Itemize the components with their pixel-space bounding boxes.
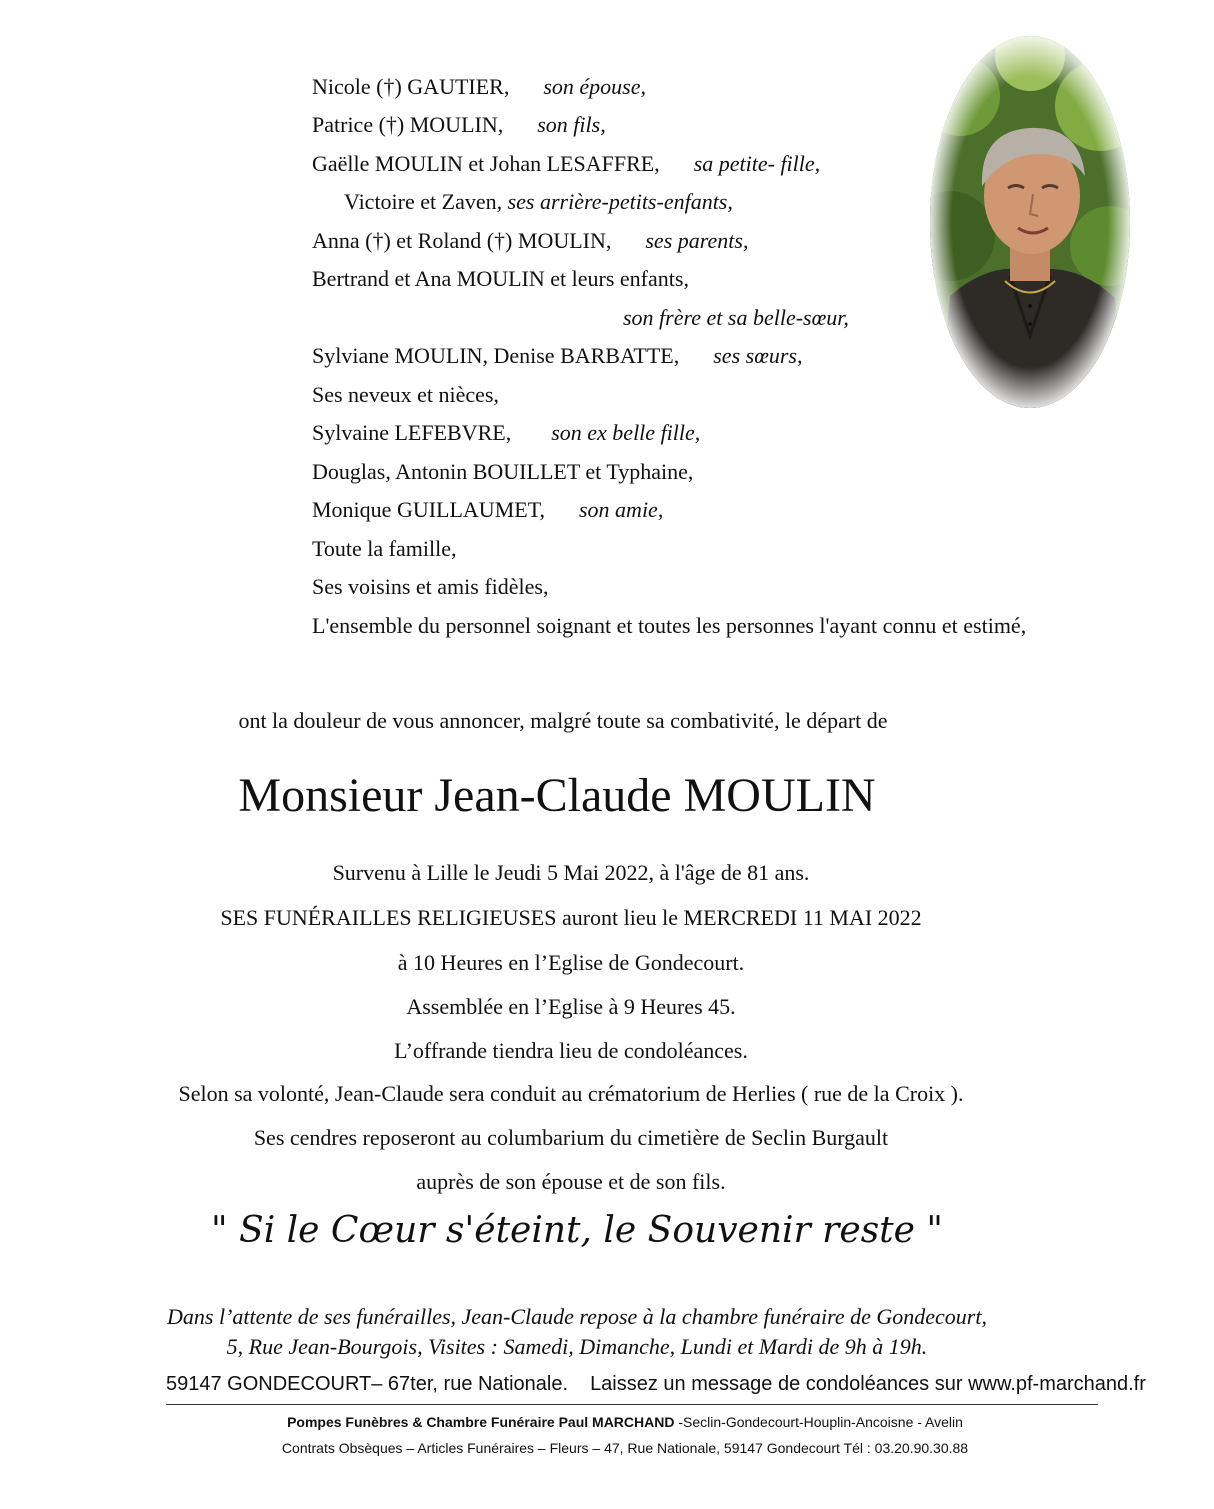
announcement: ont la douleur de vous annoncer, malgré toute sa combativité, le départ de <box>238 708 888 733</box>
company-locations: -Seclin-Gondecourt-Houplin-Ancoisne - Avelin <box>674 1414 963 1430</box>
family-name: Toute la famille, <box>312 536 457 561</box>
family-line <box>312 382 499 408</box>
family-relation: sa petite- fille, <box>693 151 821 176</box>
family-name: Sylviane MOULIN, Denise BARBATTE, <box>312 343 680 368</box>
footer-divider <box>166 1404 1098 1405</box>
family-name: Patrice (†) MOULIN, <box>312 112 504 137</box>
family-name: Victoire et Zaven <box>344 189 497 214</box>
family-name: Ses neveux et nièces, <box>312 382 499 407</box>
portrait-photo <box>930 36 1130 408</box>
repose-line: Dans l’attente de ses funérailles, Jean-Claude repose à la chambre funéraire de Gondecourt, <box>167 1304 987 1329</box>
family-relation: son amie, <box>579 497 664 522</box>
contact-line <box>166 1373 1146 1396</box>
family-line <box>312 613 1026 639</box>
detail-line: à 10 Heures en l’Eglise de Gondecourt. <box>397 950 745 975</box>
company-name: Pompes Funèbres & Chambre Funéraire Paul MARCHAND <box>287 1414 675 1430</box>
family-relation: , ses arrière-petits-enfants, <box>496 189 733 214</box>
family-line <box>312 151 820 177</box>
family-relation: son ex belle fille, <box>551 420 701 445</box>
family-line <box>312 459 693 485</box>
family-line <box>312 574 548 600</box>
contact-address: 59147 GONDECOURT– 67ter, rue Nationale. <box>166 1373 569 1395</box>
family-line <box>312 74 646 100</box>
footer-services: Contrats Obsèques – Articles Funéraires – Fleurs – 47, Rue Nationale, 59147 Gondecourt Tél : 03.20.90.30.88 <box>281 1440 969 1456</box>
detail-line: L’offrande tiendra lieu de condoléances. <box>394 1038 748 1063</box>
detail-line: Assemblée en l’Eglise à 9 Heures 45. <box>406 994 736 1019</box>
detail-line: Ses cendres reposeront au columbarium du cimetière de Seclin Burgault <box>253 1125 889 1150</box>
family-line <box>344 189 733 215</box>
family-name: Douglas, Antonin BOUILLET et Typhaine, <box>312 459 694 484</box>
detail-line: auprès de son épouse et de son fils. <box>416 1169 726 1194</box>
family-relation: ses parents, <box>645 228 749 253</box>
family-line <box>312 228 748 254</box>
family-line <box>312 420 700 446</box>
family-relation: son épouse, <box>543 74 646 99</box>
detail-line: Survenu à Lille le Jeudi 5 Mai 2022, à l'âge de 81 ans. <box>332 860 810 885</box>
family-name: Anna (†) et Roland (†) MOULIN, <box>312 228 612 253</box>
family-line <box>312 343 803 369</box>
family-name: Bertrand et Ana MOULIN et leurs enfants, <box>312 266 689 291</box>
repose-line: 5, Rue Jean-Bourgois, Visites : Samedi, Dimanche, Lundi et Mardi de 9h à 19h. <box>226 1334 928 1359</box>
family-name: Nicole (†) GAUTIER, <box>312 74 510 99</box>
footer-company <box>18 1414 1214 1430</box>
condolence-message-link[interactable]: Laissez un message de condoléances sur www.pf-marchand.fr <box>590 1373 1146 1395</box>
family-relation: son frère et sa belle-sœur, <box>623 305 849 330</box>
family-name: Monique GUILLAUMET, <box>312 497 545 522</box>
family-line <box>312 112 606 138</box>
detail-line: Selon sa volonté, Jean-Claude sera conduit au crématorium de Herlies ( rue de la Croix ). <box>178 1081 964 1106</box>
family-name: Sylvaine LEFEBVRE, <box>312 420 512 445</box>
family-line <box>312 266 689 292</box>
family-line <box>312 536 456 562</box>
memorial-quote: " Si le Cœur s'éteint, le Souvenir reste " <box>211 1210 943 1251</box>
family-name: L'ensemble du personnel soignant et toutes les personnes l'ayant connu et estimé, <box>312 613 1027 638</box>
family-name: Ses voisins et amis fidèles, <box>312 574 549 599</box>
family-relation: son fils, <box>537 112 606 137</box>
family-relation: ses sœurs, <box>713 343 803 368</box>
deceased-name: Monsieur Jean-Claude MOULIN <box>238 769 876 822</box>
family-name: Gaëlle MOULIN et Johan LESAFFRE, <box>312 151 660 176</box>
family-line <box>312 497 663 523</box>
detail-line: SES FUNÉRAILLES RELIGIEUSES auront lieu le MERCREDI 11 MAI 2022 <box>220 905 922 930</box>
family-line <box>623 305 849 331</box>
